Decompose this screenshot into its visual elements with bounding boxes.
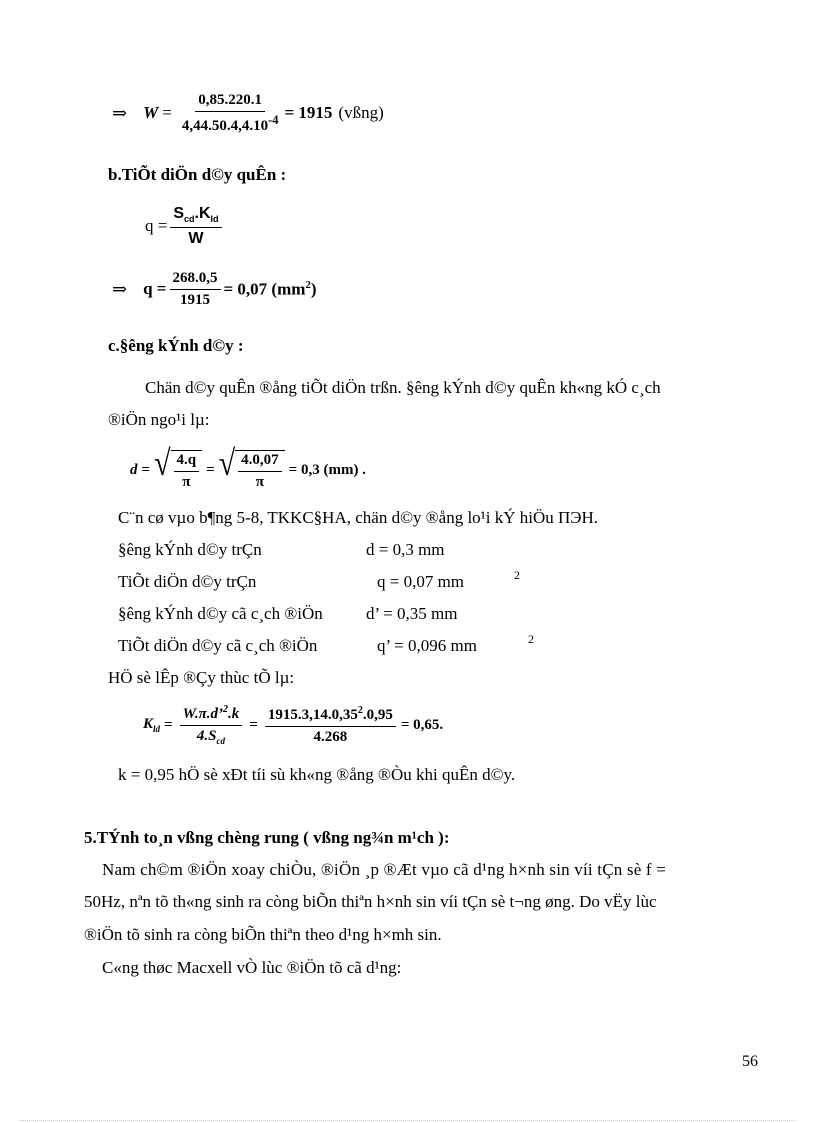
spec-label: §êng kÝnh d©y trÇn [118, 540, 262, 559]
k-subscript: ld [153, 724, 161, 735]
equation-cross-section-value [112, 270, 317, 308]
d-result: = 0,3 (mm) . [288, 461, 366, 478]
paragraph-line: Chän d©y quÊn ®ång tiÕt diÖn trßn. §êng kÝnh d©y quÊn kh«ng kÓ c¸ch [145, 378, 661, 397]
q-symbol: q = [145, 216, 168, 236]
k-symbol: .K [194, 205, 211, 222]
w-symbol: W [188, 230, 204, 248]
k-result: = 0,65. [400, 716, 444, 733]
spec-exponent: 2 [514, 568, 520, 582]
footer-divider [20, 1120, 796, 1121]
k-numerator-2-tail: .0,95 [362, 707, 393, 724]
paragraph-line: C¨n cø vµo b¶ng 5-8, TKKC§HA, chän d©y ®ång lo¹i kÝ hiÖu ΠЭH. [118, 508, 599, 527]
s-subscript: cd [184, 214, 195, 225]
q-result: = 0,07 (mm [223, 279, 306, 299]
paragraph-line: C«ng thøc Macxell vÒ lùc ®iÖn tõ cã d¹ng: [102, 958, 402, 977]
q-unit-exponent: 2 [305, 278, 311, 291]
section-5-heading: 5.TÝnh to¸n vßng chèng rung ( vßng ng¾n m¹ch ): [84, 828, 450, 847]
turns-symbol: W [143, 103, 159, 122]
equation-cross-section-formula [145, 205, 225, 248]
paragraph-line: ®iÖn tõ sinh ra còng biÕn thiªn theo d¹ng h×mh sin. [84, 925, 442, 944]
spec-exponent: 2 [528, 632, 534, 646]
implies-arrow: ⇒ [112, 102, 128, 123]
turns-numerator: 0,85.220.1 [195, 92, 265, 112]
section-c-heading: c.§êng kÝnh d©y : [108, 336, 244, 355]
implies-arrow: ⇒ [112, 278, 128, 299]
equation-turns: ⇒ W = $\frac{0,85.220.1}{4,44.50.4,4.10^{-4}}$ = 1915 (vßng) [112, 92, 384, 134]
k-denominator-2: 4.268 [313, 728, 348, 745]
d-numerator-2: 4.0,07 [238, 452, 282, 472]
spec-label: TiÕt diÖn d©y trÇn [118, 572, 257, 591]
turns-denominator-exponent: -4 [268, 112, 279, 127]
turns-unit: (vßng) [338, 103, 384, 122]
k-denominator-1-subscript: cd [216, 735, 225, 746]
pi-symbol: π [255, 473, 265, 490]
k-symbol: K [143, 716, 154, 733]
paragraph-line: ®iÖn ngo¹i lµ: [108, 410, 210, 429]
paragraph-line: HÖ sè lÊp ®Çy thùc tÕ lµ: [108, 668, 295, 687]
k-numerator-1: W.π.d’ [182, 706, 224, 722]
k-numerator-1-tail: .k [228, 706, 240, 722]
pi-symbol: π [182, 473, 191, 490]
section-b-heading: b.TiÕt diÖn d©y quÊn : [108, 165, 287, 184]
paragraph-line: 50Hz, nªn tõ th«ng sinh ra còng biÕn thiªn h×nh sin víi tÇn sè t¬ng øng. Do vËy lùc [84, 892, 657, 911]
k-numerator-1-exponent: 2 [223, 704, 229, 715]
k-numerator-2-exponent: 2 [357, 705, 363, 717]
d-numerator-1: 4.q [174, 452, 200, 472]
k-denominator-1: 4.S [196, 727, 217, 744]
spec-value: q’ = 0,096 mm [377, 636, 477, 655]
k-subscript: ld [210, 214, 219, 225]
spec-label: §êng kÝnh d©y cã c¸ch ®iÖn [118, 604, 323, 623]
d-symbol: d [130, 461, 138, 478]
turns-result: = 1915 [284, 103, 333, 122]
page-number: 56 [742, 1053, 758, 1070]
equation-diameter: d = √ $\frac{4.q}{\pi}$ = √ $\frac{4.0,07}{\pi}$ = 0,3 (mm) . [130, 443, 366, 490]
spec-value: d = 0,3 mm [366, 540, 445, 559]
k-numerator-2: 1915.3,14.0,35 [267, 707, 358, 724]
paragraph-line: k = 0,95 hÖ sè xÐt tíi sù kh«ng ®ång ®Òu khi quÊn d©y. [118, 765, 516, 784]
q-symbol: q = [143, 279, 167, 298]
equation-fill-factor: $K_{ld}$ = $\frac{W.\pi.d’^2.k}{4.S_{cd}}$ = $\frac{1915.3,14.0,35^2.0,95}{4.268}$ = 0,65. [143, 704, 444, 746]
spec-label: TiÕt diÖn d©y cã c¸ch ®iÖn [118, 636, 318, 655]
q-close-paren: ) [310, 279, 317, 299]
s-symbol: S [173, 205, 185, 222]
q-numerator: 268.0,5 [170, 270, 221, 290]
spec-value: d’ = 0,35 mm [366, 604, 458, 623]
paragraph-line: Nam ch©m ®iÖn xoay chiÒu, ®iÖn ¸p ®Æt vµo cã d¹ng h×nh sin víi tÇn sè f = [102, 860, 666, 879]
spec-value: q = 0,07 mm [377, 572, 465, 591]
q-denominator: 1915 [180, 291, 210, 308]
turns-denominator: 4,44.50.4,4.10 [181, 117, 269, 134]
